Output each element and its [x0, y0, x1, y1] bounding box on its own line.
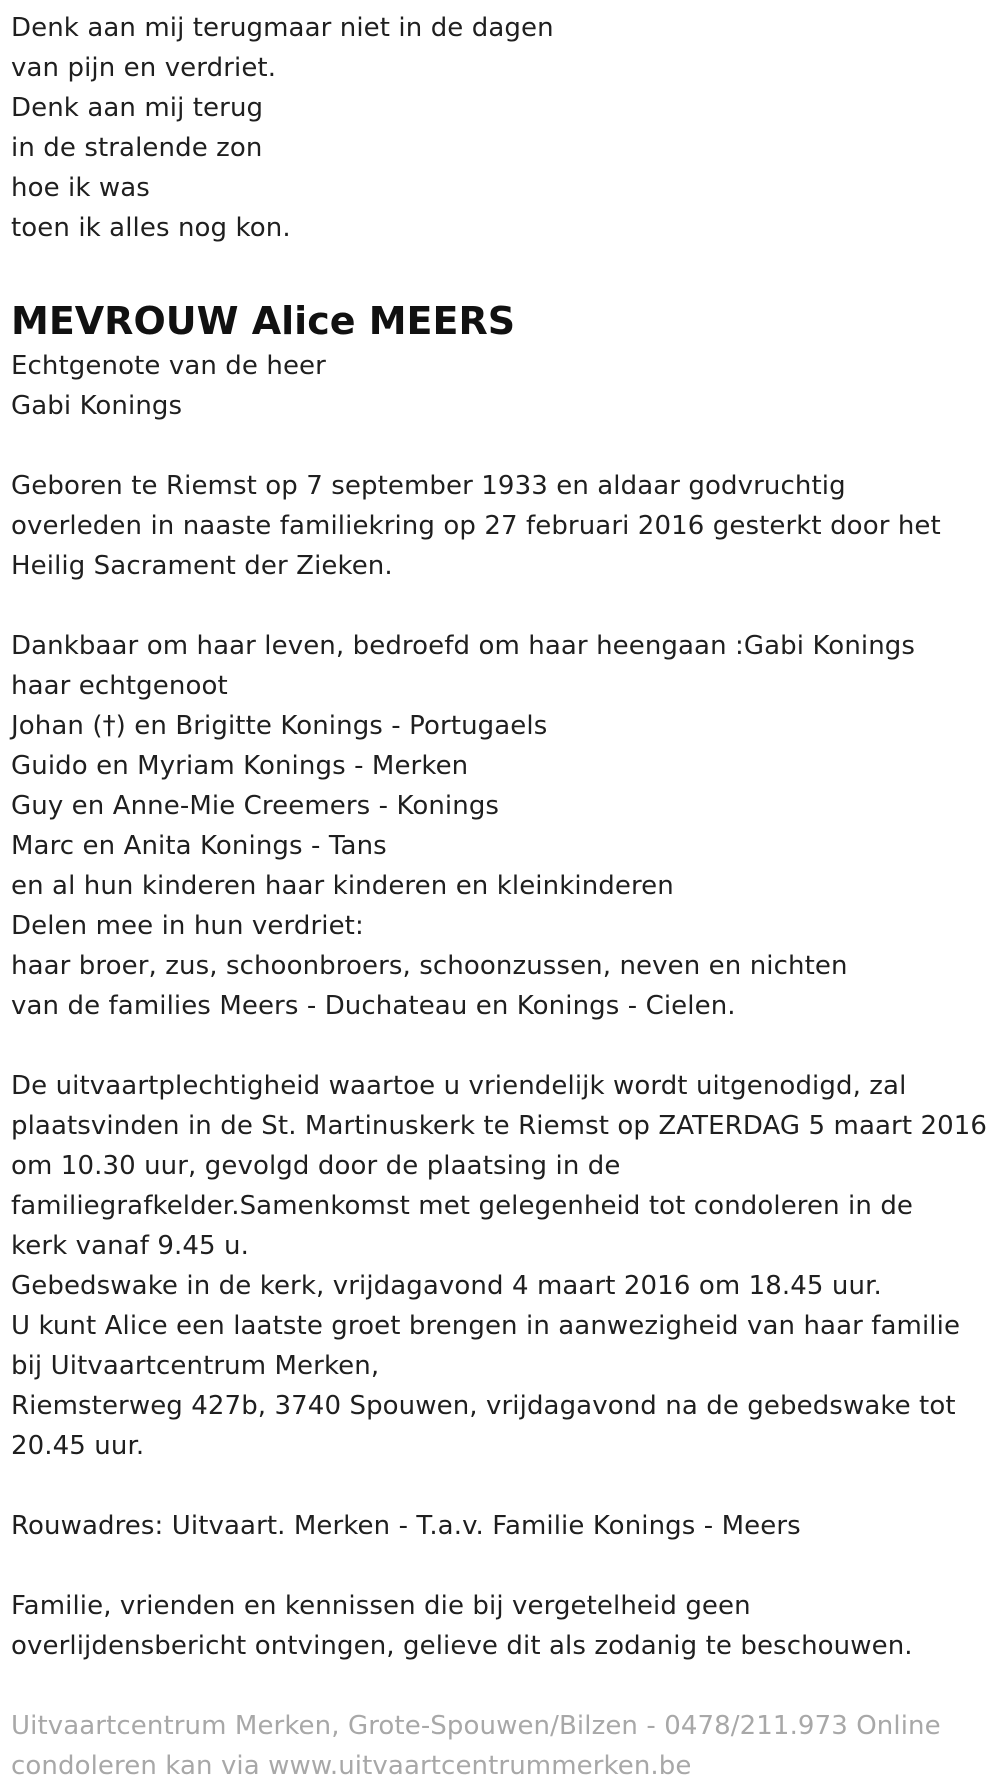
family-line: Guido en Myriam Konings - Merken [11, 751, 469, 781]
family-line: haar echtgenoot [11, 671, 228, 701]
birth-death-line: Geboren te Riemst op 7 september 1933 en aldaar godvruchtig [11, 471, 846, 501]
deceased-name-title: MEVROUW Alice MEERS [11, 299, 516, 343]
family-line: Marc en Anita Konings - Tans [11, 831, 387, 861]
poem-line: hoe ik was [11, 173, 150, 203]
family-line: van de families Meers - Duchateau en Konings - Cielen. [11, 991, 736, 1021]
ceremony-line: kerk vanaf 9.45 u. [11, 1231, 249, 1261]
ceremony-line: plaatsvinden in de St. Martinuskerk te Riemst op ZATERDAG 5 maart 2016 [11, 1111, 988, 1141]
ceremony-line: 20.45 uur. [11, 1431, 145, 1461]
notice-line: overlijdensbericht ontvingen, gelieve dit als zodanig te beschouwen. [11, 1631, 913, 1661]
ceremony-line: U kunt Alice een laatste groet brengen in aanwezigheid van haar familie [11, 1311, 961, 1341]
family-line: Dankbaar om haar leven, bedroefd om haar heengaan :Gabi Konings [11, 631, 916, 661]
poem-line: toen ik alles nog kon. [11, 213, 291, 243]
ceremony-block [11, 1066, 1000, 1466]
family-line: haar broer, zus, schoonbroers, schoonzussen, neven en nichten [11, 951, 848, 981]
poem-line: van pijn en verdriet. [11, 53, 277, 83]
ceremony-line: familiegrafkelder.Samenkomst met gelegenheid tot condoleren in de [11, 1191, 914, 1221]
poem [11, 8, 1000, 248]
ceremony-line: om 10.30 uur, gevolgd door de plaatsing in de [11, 1151, 621, 1181]
family-line: Guy en Anne-Mie Creemers - Konings [11, 791, 500, 821]
ceremony-line: De uitvaartplechtigheid waartoe u vriendelijk wordt uitgenodigd, zal [11, 1071, 907, 1101]
spouse-block [11, 346, 1000, 426]
family-block [11, 626, 1000, 1026]
family-line: en al hun kinderen haar kinderen en kleinkinderen [11, 871, 674, 901]
mourning-address-line: Rouwadres: Uitvaart. Merken - T.a.v. Familie Konings - Meers [11, 1511, 801, 1541]
family-line: Johan (†) en Brigitte Konings - Portugaels [11, 711, 548, 741]
mourning-address-block [11, 1506, 1000, 1546]
birth-death-block [11, 466, 1000, 586]
family-line: Delen mee in hun verdriet: [11, 911, 364, 941]
notice-line: Familie, vrienden en kennissen die bij vergetelheid geen [11, 1591, 751, 1621]
ceremony-line: Riemsterweg 427b, 3740 Spouwen, vrijdagavond na de gebedswake tot [11, 1391, 956, 1421]
poem-line: Denk aan mij terug [11, 93, 264, 123]
notice-block [11, 1586, 1000, 1666]
ceremony-line: Gebedswake in de kerk, vrijdagavond 4 maart 2016 om 18.45 uur. [11, 1271, 882, 1301]
footer-line: Uitvaartcentrum Merken, Grote-Spouwen/Bilzen - 0478/211.973 Online [11, 1711, 941, 1741]
spouse-line: Echtgenote van de heer [11, 351, 326, 381]
poem-line: in de stralende zon [11, 133, 263, 163]
birth-death-line: Heilig Sacrament der Zieken. [11, 551, 393, 581]
spouse-line: Gabi Konings [11, 391, 183, 421]
poem-line: Denk aan mij terugmaar niet in de dagen [11, 13, 554, 43]
footer-line: condoleren kan via www.uitvaartcentrummerken.be [11, 1751, 692, 1781]
funeral-home-footer [11, 1706, 1000, 1786]
ceremony-line: bij Uitvaartcentrum Merken, [11, 1351, 380, 1381]
birth-death-line: overleden in naaste familiekring op 27 februari 2016 gesterkt door het [11, 511, 941, 541]
